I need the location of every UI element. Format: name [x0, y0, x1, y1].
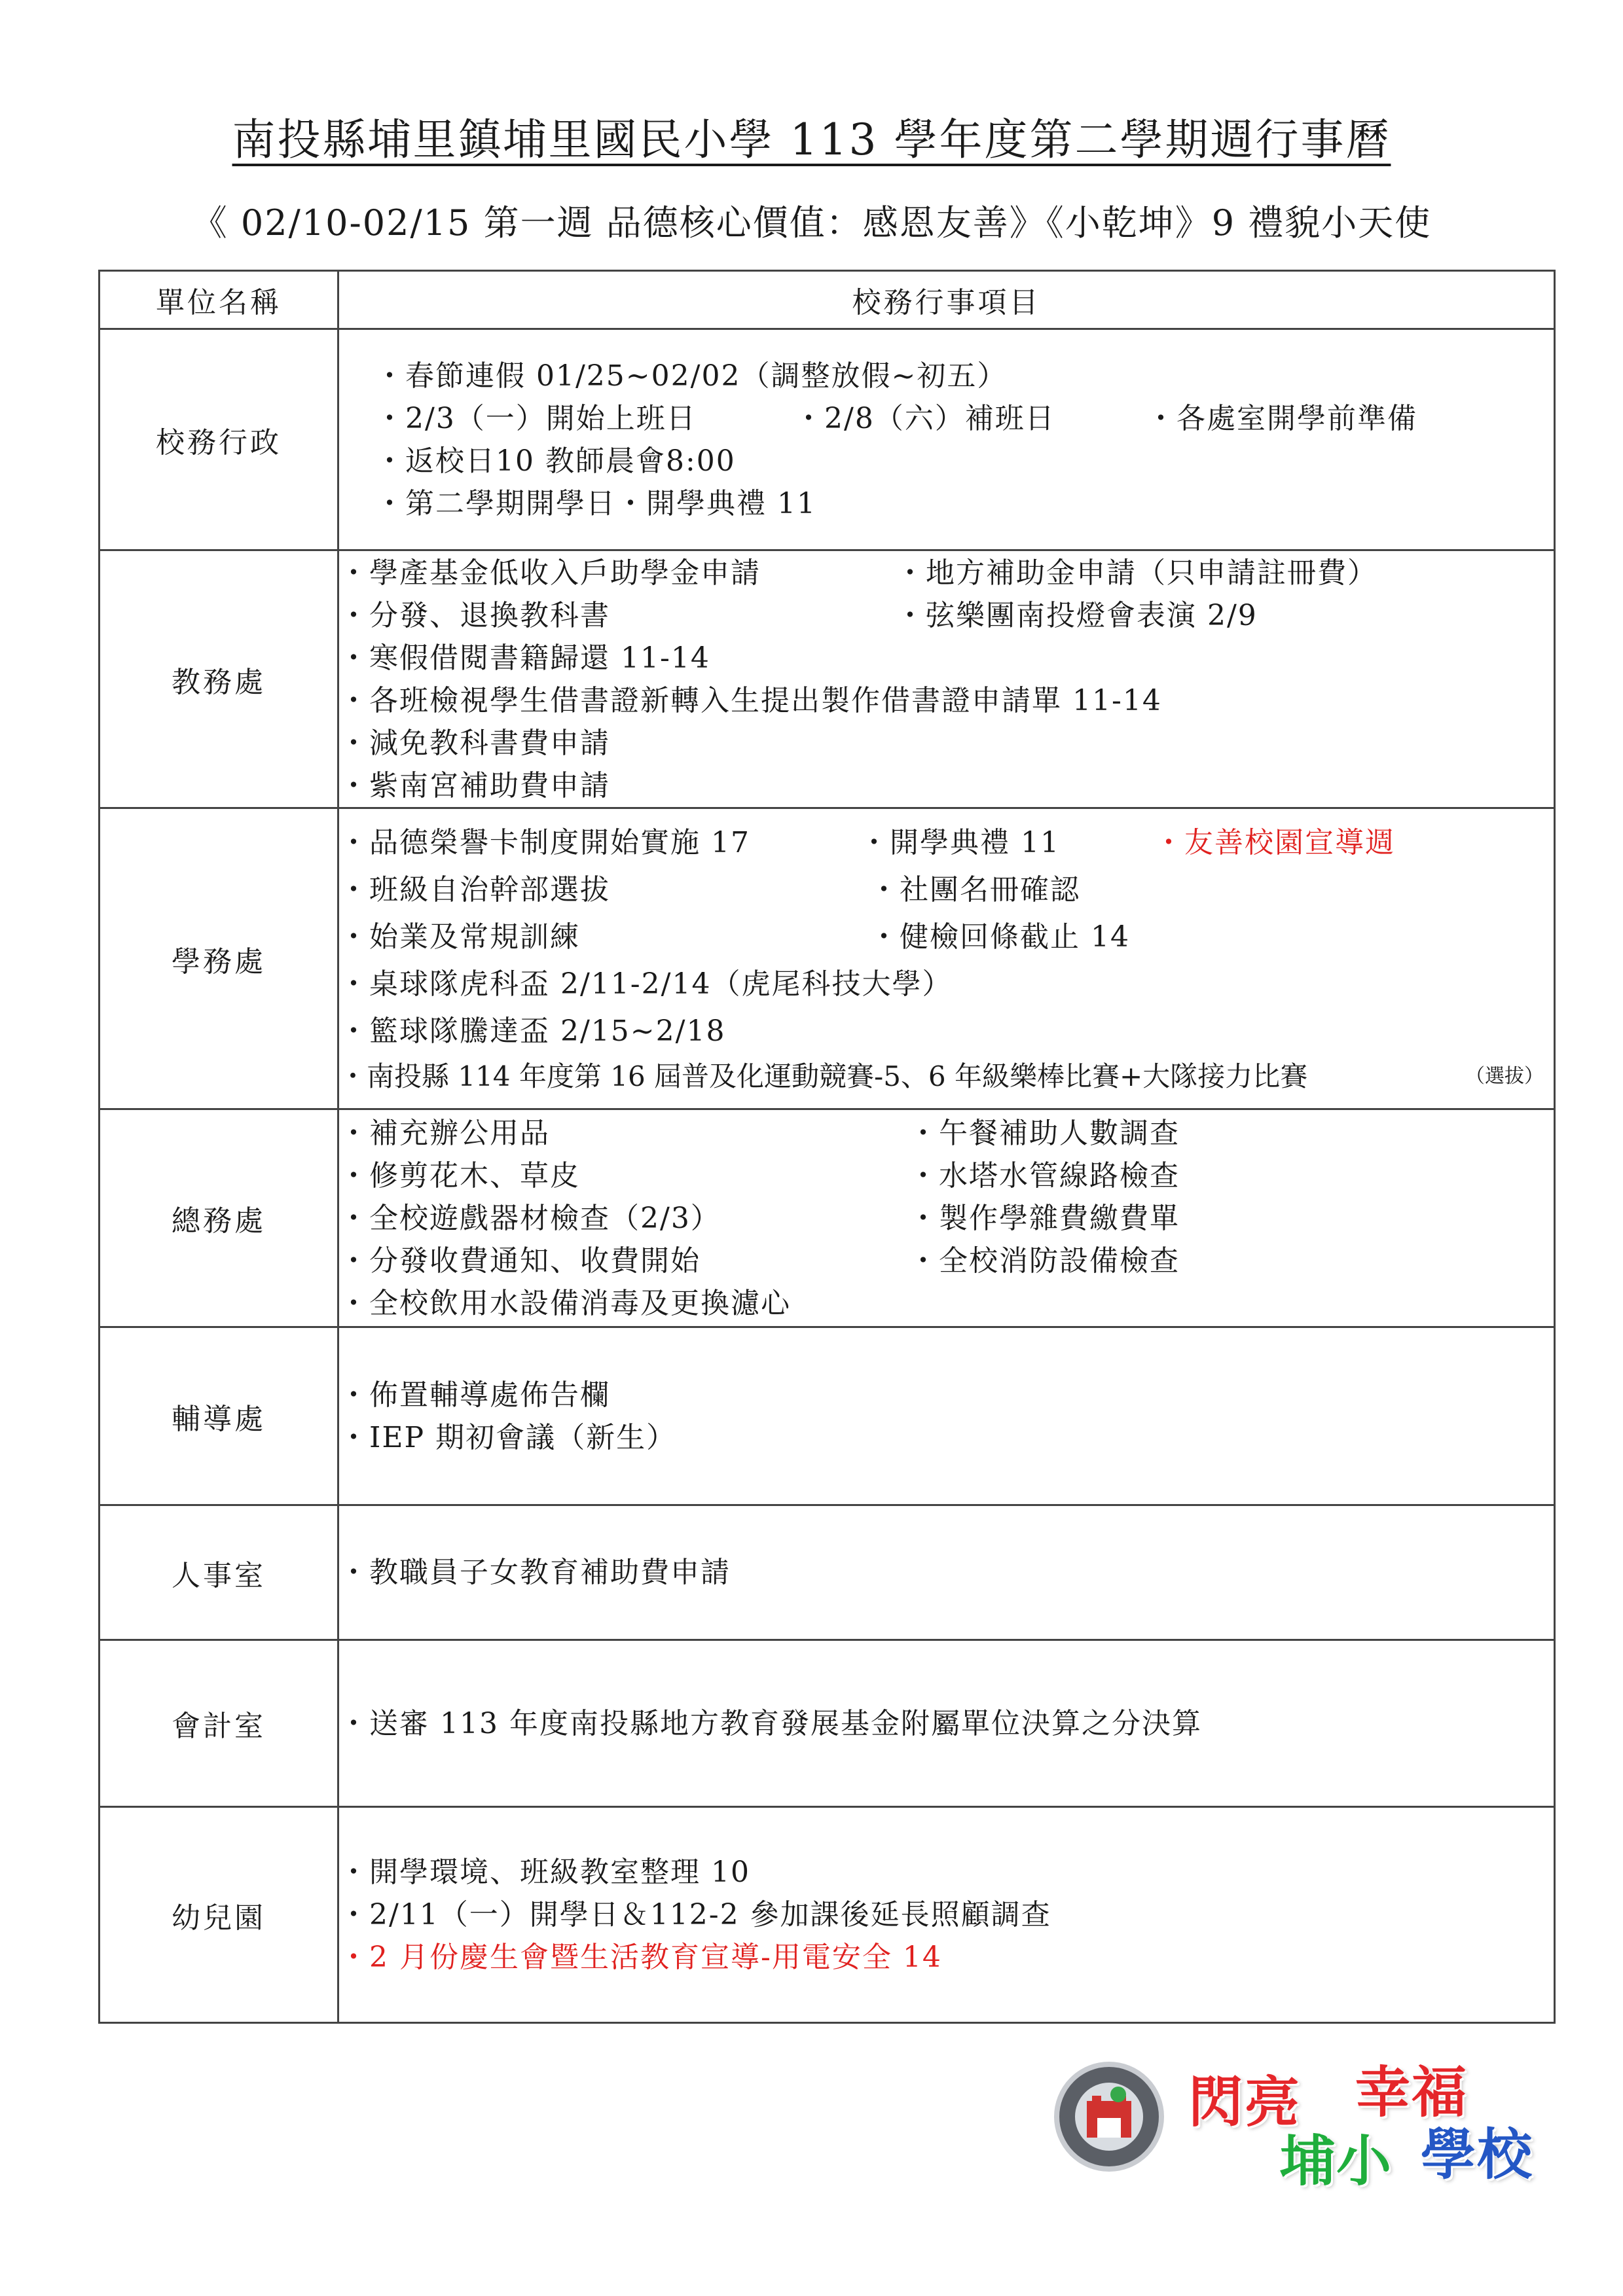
unit-cell: 會計室	[100, 1640, 338, 1807]
list-item: ・全校遊戲器材檢查（2/3） ・製作學雜費繳費單	[339, 1201, 1180, 1235]
table-header-row	[100, 271, 1555, 329]
unit-cell: 總務處	[100, 1109, 338, 1327]
list-item: ・全校飲用水設備消毒及更換濾心	[339, 1286, 791, 1320]
highlight-text: ・友善校園宣導週	[1154, 825, 1395, 859]
unit-cell: 學務處	[100, 808, 338, 1109]
items-cell	[338, 808, 1555, 1109]
list-item: ・2/3（一）開始上班日 ・2/8（六）補班日 ・各處室開學前準備	[375, 401, 1417, 435]
items-cell	[338, 329, 1555, 550]
list-item: ・品德榮譽卡制度開始實施 17 ・開學典禮 11 ・友善校園宣導週	[339, 819, 1554, 867]
items-cell	[338, 1505, 1555, 1640]
school-logo	[1048, 2055, 1571, 2199]
items-cell	[338, 1640, 1555, 1807]
list-item: ・減免教科書費申請	[339, 726, 610, 760]
unit-cell: 輔導處	[100, 1327, 338, 1505]
unit-cell: 人事室	[100, 1505, 338, 1640]
list-item: ・紫南宮補助費申請	[339, 768, 610, 802]
header-items: 校務行事項目	[338, 271, 1555, 329]
list-item: ・教職員子女教育補助費申請	[339, 1556, 731, 1589]
unit-cell: 校務行政	[100, 329, 338, 550]
header-unit: 單位名稱	[100, 271, 338, 329]
list-item: ・寒假借閱書籍歸還 11-14	[339, 641, 710, 675]
list-item: ・開學環境、班級教室整理 10	[339, 1856, 750, 1889]
list-item: ・分發、退換教科書 ・弦樂團南投燈會表演 2/9	[339, 598, 1258, 632]
row-personnel	[100, 1505, 1555, 1640]
list-item: ・IEP 期初會議（新生）	[339, 1420, 677, 1454]
logo-word: 學校	[1421, 2123, 1534, 2187]
list-item: ・修剪花木、草皮 ・水塔水管線路檢查	[339, 1158, 1180, 1193]
list-item: ・2/11（一）開學日＆112-2 參加課後延長照顧調查	[339, 1898, 1051, 1931]
row-accounting	[100, 1640, 1555, 1807]
list-item: ・春節連假 01/25~02/02（調整放假~初五）	[375, 359, 1008, 393]
list-item	[339, 1936, 1554, 1979]
row-kindergarten	[100, 1807, 1555, 2023]
weekly-calendar-table	[98, 270, 1556, 2024]
list-item: ・佈置輔導處佈告欄	[339, 1378, 610, 1412]
list-item: ・籃球隊騰達盃 2/15~2/18	[339, 1014, 726, 1048]
list-item: ・學產基金低收入戶助學金申請 ・地方補助金申請（只申請註冊費）	[339, 556, 1377, 590]
items-cell	[338, 1807, 1555, 2023]
list-item: ・班級自治幹部選拔 ・社團名冊確認	[339, 872, 1080, 906]
list-item: ・返校日10 教師晨會8:00	[375, 444, 736, 478]
list-item: ・補充辦公用品 ・午餐補助人數調查	[339, 1116, 1180, 1150]
logo-word: 幸福	[1355, 2060, 1468, 2125]
list-item: ・桌球隊虎科盃 2/11-2/14（虎尾科技大學）	[339, 967, 953, 1001]
unit-cell: 教務處	[100, 550, 338, 808]
items-cell	[338, 1109, 1555, 1327]
row-admin	[100, 329, 1555, 550]
list-item: ・各班檢視學生借書證新轉入生提出製作借書證申請單 11-14	[339, 683, 1162, 717]
logo-word: 閃亮	[1188, 2070, 1302, 2134]
school-badge-icon	[1054, 2062, 1164, 2172]
row-counseling	[100, 1327, 1555, 1505]
highlight-text: ・2 月份慶生會暨生活教育宣導-用電安全 14	[339, 1941, 942, 1974]
items-cell	[338, 1327, 1555, 1505]
list-item: ・分發收費通知、收費開始 ・全校消防設備檢查	[339, 1244, 1180, 1278]
items-cell	[338, 550, 1555, 808]
page-subtitle: 《 02/10-02/15 第一週 品德核心價值：感恩友善》《小乾坤》9 禮貌小天使	[191, 202, 1432, 243]
page-title: 南投縣埔里鎮埔里國民小學 113 學年度第二學期週行事曆	[232, 115, 1391, 165]
row-general-affairs	[100, 1109, 1555, 1327]
list-item: ・送審 113 年度南投縣地方教育發展基金附屬單位決算之分決算	[339, 1706, 1202, 1740]
list-item: ・第二學期開學日・開學典禮 11	[375, 486, 816, 520]
list-item: ・始業及常規訓練 ・健檢回條截止 14	[339, 920, 1130, 954]
row-academic	[100, 550, 1555, 808]
logo-word: 埔小	[1280, 2129, 1393, 2193]
unit-cell: 幼兒園	[100, 1807, 338, 2023]
row-student-affairs	[100, 808, 1555, 1109]
list-item: ・南投縣 114 年度第 16 屆普及化運動競賽-5、6 年級樂棒比賽+大隊接力比賽 （選拔）	[339, 1060, 1544, 1092]
